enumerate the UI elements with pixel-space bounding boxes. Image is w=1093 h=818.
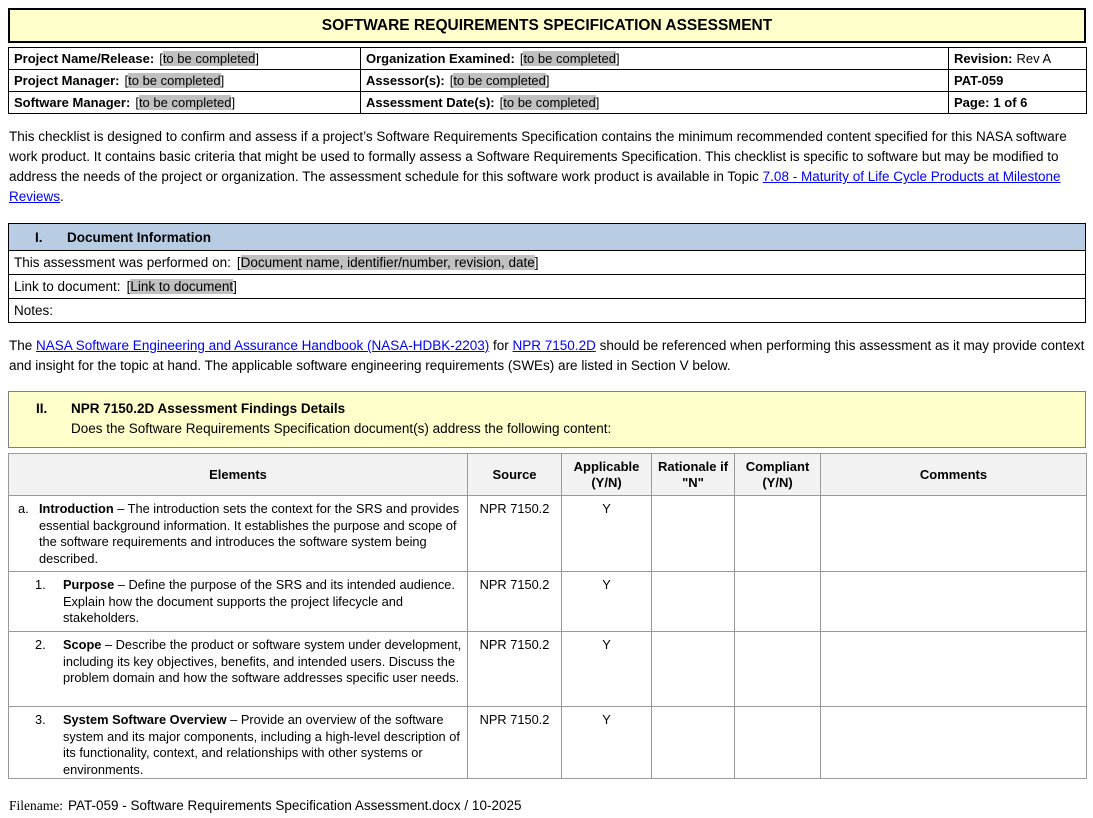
element-description: – The introduction sets the context for the SRS and provides essential background information. It establishes the purpose and scope of the software requirements and introduces the software system being described. <box>39 501 460 566</box>
handbook-text-1: The <box>9 338 37 353</box>
element-text <box>39 501 467 567</box>
bracket-open: [ <box>499 94 504 110</box>
element-description: – Describe the product or software system under development, including its key objectives, benefits, and intended users. Discuss the problem domain and how the software addresses specific user needs. <box>63 637 462 685</box>
bracket-close: ] <box>595 94 600 110</box>
assessment-dates-label: Assessment Date(s): <box>366 94 495 110</box>
handbook-paragraph <box>9 336 1085 376</box>
project-name-label: Project Name/Release: <box>14 50 155 66</box>
project-name-field[interactable]: to be completed <box>162 50 256 66</box>
link-to-document-cell <box>9 275 1086 299</box>
assessor-field[interactable]: to be completed <box>453 72 546 88</box>
bracket-open: [ <box>126 279 131 294</box>
assessment-table-header-row <box>9 454 1087 496</box>
source-cell: NPR 7150.2 <box>468 707 562 779</box>
bracket-close: ] <box>615 50 620 66</box>
handbook-link[interactable]: NASA Software Engineering and Assurance Handbook (NASA-HDBK-2203) <box>36 338 490 353</box>
topic-708-link[interactable]: 7.08 - Maturity of Life Cycle Products at Milestone Reviews <box>9 169 1061 204</box>
table-row <box>9 92 1087 114</box>
intro-paragraph <box>9 127 1085 207</box>
table-row <box>9 632 1087 707</box>
section1-header-row <box>9 224 1086 251</box>
project-manager-field[interactable]: to be completed <box>128 72 221 88</box>
element-title: Scope <box>63 637 102 652</box>
source-cell: NPR 7150.2 <box>468 496 562 572</box>
link-to-document-field[interactable]: Link to document <box>130 279 234 294</box>
bracket-close: ] <box>231 94 236 110</box>
assessment-performed-on-cell <box>9 251 1086 275</box>
table-row <box>9 299 1086 323</box>
table-row <box>9 707 1087 779</box>
page-number-cell <box>949 92 1087 114</box>
filename-value: PAT-059 - Software Requirements Specification Assessment.docx / 10-2025 <box>68 798 522 813</box>
section2-subtitle: Does the Software Requirements Specification document(s) address the following content: <box>71 421 612 436</box>
compliant-cell[interactable] <box>735 496 821 572</box>
notes-cell <box>9 299 1086 323</box>
elements-column-header: Elements <box>9 454 468 496</box>
assessment-table <box>8 453 1087 779</box>
bracket-open: [ <box>159 50 163 66</box>
item-number: 1. <box>35 577 46 592</box>
npr-7150-link[interactable]: NPR 7150.2D <box>512 338 596 353</box>
intro-period: . <box>60 189 64 204</box>
filename-label: Filename: <box>9 798 63 813</box>
handbook-text-3: should be referenced when performing this assessment as it may provide context and insight for the topic at hand. The applicable software engineering requirements (SWEs) are listed in Section V below. <box>9 338 1085 373</box>
revision-value: Rev A <box>1016 50 1052 66</box>
organization-field[interactable]: to be completed <box>523 50 616 66</box>
document-name-field[interactable]: Document name, identifier/number, revision, date <box>240 255 535 270</box>
project-manager-label: Project Manager: <box>14 72 120 88</box>
applicable-cell[interactable]: Y <box>562 572 652 632</box>
page-value: 1 of 6 <box>993 94 1028 110</box>
item-number: 2. <box>35 637 46 652</box>
element-description: – Define the purpose of the SRS and its intended audience. Explain how the document supports the project lifecycle and stakeholders. <box>63 577 455 625</box>
applicable-column-header: Applicable (Y/N) <box>562 454 652 496</box>
intro-text: This checklist is designed to confirm and assess if a project’s Software Requirements Specification contains the minimum recommended content specified for this NASA software work product. It contains basic criteria that might be used to formally assess a Software Requirements Specification. This checklist is specific to software but may be modified to address the needs of the project or organization. The assessment schedule for this software work product is available in Topic <box>9 129 1067 184</box>
element-title: System Software Overview <box>63 712 227 727</box>
project-manager-cell <box>9 70 361 92</box>
section1-table <box>8 223 1086 323</box>
bracket-close: ] <box>255 50 259 66</box>
element-title: Introduction <box>39 501 114 516</box>
comments-cell[interactable] <box>821 496 1087 572</box>
source-column-header: Source <box>468 454 562 496</box>
table-row <box>9 48 1087 70</box>
software-manager-label: Software Manager: <box>14 94 131 110</box>
section1-title: Document Information <box>67 229 211 245</box>
table-row <box>9 275 1086 299</box>
item-number: 3. <box>35 712 46 727</box>
pat-number-cell <box>949 70 1087 92</box>
compliant-column-header: Compliant (Y/N) <box>735 454 821 496</box>
project-name-cell <box>9 48 361 70</box>
compliant-cell[interactable] <box>735 707 821 779</box>
revision-label: Revision: <box>954 50 1013 66</box>
document-title: SOFTWARE REQUIREMENTS SPECIFICATION ASSESSMENT <box>8 8 1086 43</box>
page-label: Page: <box>954 94 990 110</box>
element-title: Purpose <box>63 577 115 592</box>
table-row <box>9 251 1086 275</box>
section2-title: NPR 7150.2D Assessment Findings Details <box>71 401 346 416</box>
rationale-cell[interactable] <box>652 707 735 779</box>
bracket-open: [ <box>124 72 129 88</box>
section2-number: II. <box>36 401 48 416</box>
element-cell <box>9 572 468 632</box>
element-text <box>63 712 467 778</box>
element-text <box>63 577 467 627</box>
link-to-document-label: Link to document: <box>14 279 121 294</box>
element-cell <box>9 496 468 572</box>
organization-cell <box>361 48 949 70</box>
section1-number: I. <box>35 229 43 245</box>
assessor-label: Assessor(s): <box>366 72 445 88</box>
rationale-column-header: Rationale if "N" <box>652 454 735 496</box>
bracket-close: ] <box>545 72 550 88</box>
rationale-cell[interactable] <box>652 496 735 572</box>
rationale-cell[interactable] <box>652 632 735 707</box>
software-manager-field[interactable]: to be completed <box>138 94 232 110</box>
assessment-performed-on-label: This assessment was performed on: <box>14 255 231 270</box>
bracket-open: [ <box>519 50 524 66</box>
footer <box>9 798 1086 814</box>
section2-header <box>8 391 1086 448</box>
comments-column-header: Comments <box>821 454 1087 496</box>
assessment-dates-cell <box>361 92 949 114</box>
comments-cell[interactable] <box>821 707 1087 779</box>
applicable-cell[interactable]: Y <box>562 496 652 572</box>
section2-title-line <box>9 399 1085 419</box>
table-row <box>9 572 1087 632</box>
notes-label: Notes: <box>14 303 54 318</box>
compliant-cell[interactable] <box>735 572 821 632</box>
bracket-close: ] <box>233 279 237 294</box>
comments-cell[interactable] <box>821 572 1087 632</box>
header-info-table <box>8 47 1087 114</box>
pat-number-label: PAT-059 <box>954 72 1004 88</box>
element-description: – Provide an overview of the software system and its major components, including a high-level description of its functionality, context, and relationships with other systems or environments. <box>63 712 460 777</box>
element-cell <box>9 632 468 707</box>
section1-header <box>9 224 1086 251</box>
revision-cell <box>949 48 1087 70</box>
bracket-open: [ <box>449 72 454 88</box>
bracket-close: ] <box>534 255 539 270</box>
source-cell: NPR 7150.2 <box>468 572 562 632</box>
assessor-cell <box>361 70 949 92</box>
organization-label: Organization Examined: <box>366 50 515 66</box>
compliant-cell[interactable] <box>735 632 821 707</box>
bracket-close: ] <box>220 72 225 88</box>
bracket-open: [ <box>236 255 241 270</box>
table-row <box>9 496 1087 572</box>
bracket-open: [ <box>135 94 139 110</box>
software-manager-cell <box>9 92 361 114</box>
applicable-cell[interactable]: Y <box>562 707 652 779</box>
element-cell <box>9 707 468 779</box>
assessment-dates-field[interactable]: to be completed <box>503 94 596 110</box>
comments-cell[interactable] <box>821 632 1087 707</box>
item-number: a. <box>18 501 29 516</box>
applicable-cell[interactable]: Y <box>562 632 652 707</box>
table-row <box>9 70 1087 92</box>
handbook-text-2: for <box>489 338 513 353</box>
rationale-cell[interactable] <box>652 572 735 632</box>
source-cell: NPR 7150.2 <box>468 632 562 707</box>
element-text <box>63 637 467 687</box>
